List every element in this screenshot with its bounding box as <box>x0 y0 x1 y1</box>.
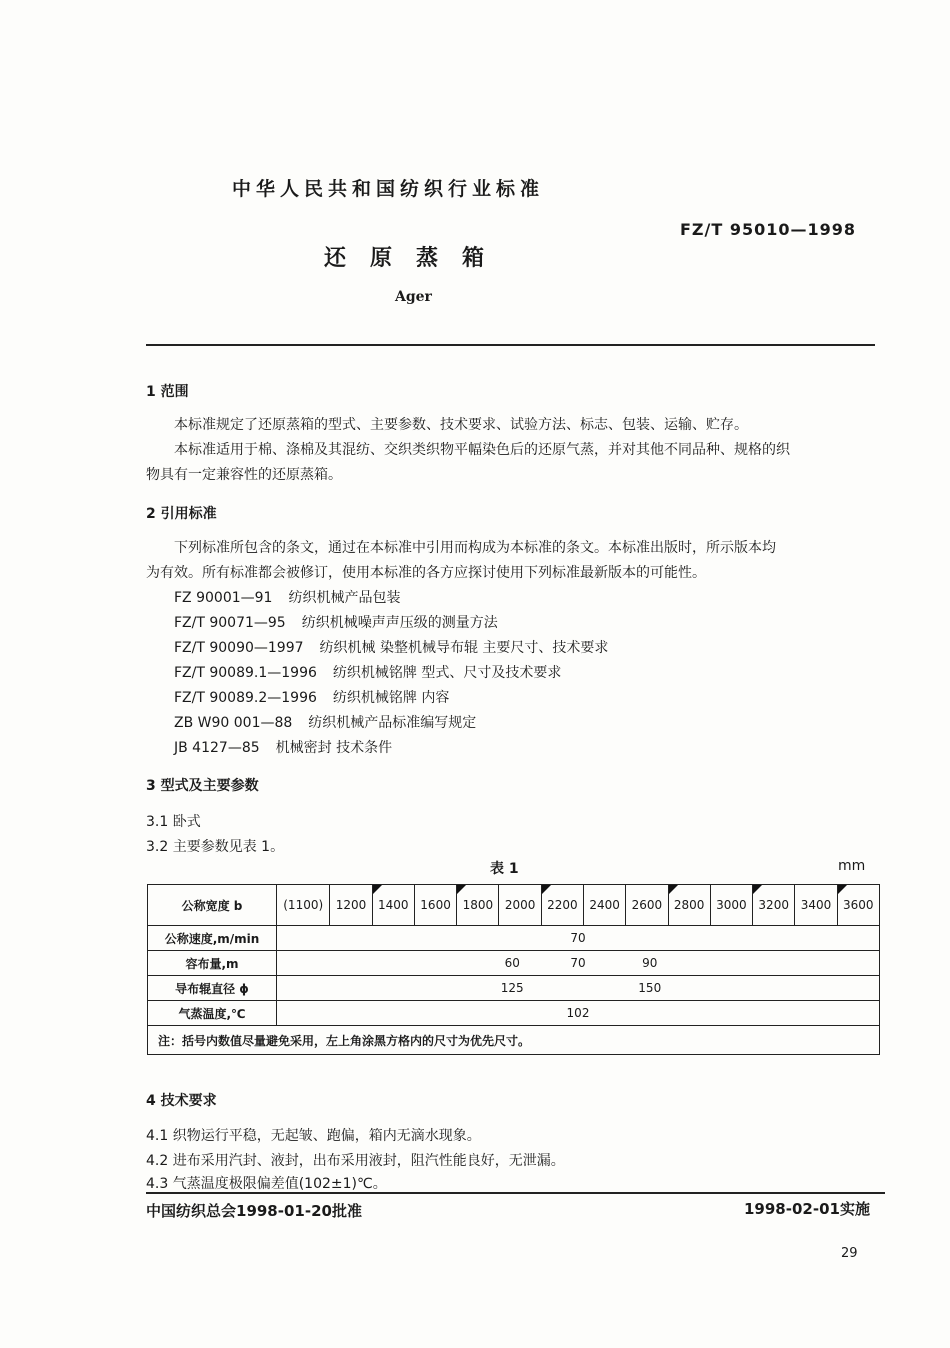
ref-name: 纺织机械铭牌 内容 <box>332 690 450 706</box>
width-cell: 3600 <box>837 885 879 926</box>
ref-item <box>174 687 449 707</box>
row-value <box>277 1001 880 1026</box>
width-cell: 2200 <box>541 885 583 926</box>
width-cell: 1200 <box>330 885 372 926</box>
section-2-heading: 2 引用标准 <box>146 506 217 522</box>
width-cell: 3400 <box>795 885 837 926</box>
row-label: 容布量,m <box>148 951 277 976</box>
width-cell: 1600 <box>414 885 456 926</box>
ref-item <box>174 737 392 757</box>
width-cell: (1100) <box>277 885 330 926</box>
width-cell: 2800 <box>668 885 710 926</box>
page-number: 29 <box>841 1246 858 1261</box>
parameter-table <box>147 884 880 1055</box>
standard-code: FZ/T 95010—1998 <box>680 220 857 239</box>
org-title: 中华人民共和国纺织行业标准 <box>232 178 545 200</box>
ref-code: ZB W90 001—88 <box>174 715 293 731</box>
table-unit: mm <box>838 858 866 874</box>
ref-code: FZ/T 90071—95 <box>174 615 286 631</box>
row-label: 公称速度,m/min <box>148 926 277 951</box>
ref-name: 机械密封 技术条件 <box>275 740 393 756</box>
table-row <box>148 1001 880 1026</box>
width-cell: 3000 <box>710 885 752 926</box>
table-row <box>148 951 880 976</box>
value-text: 60 <box>504 956 520 970</box>
row-value <box>277 951 880 976</box>
ref-name: 纺织机械 染整机械导布辊 主要尺寸、技术要求 <box>319 640 609 656</box>
approval-line: 中国纺织总会1998-01-20批准 <box>146 1202 362 1220</box>
row-value <box>277 976 880 1001</box>
section-2-para-a: 下列标准所包含的条文，通过在本标准中引用而构成为本标准的条文。本标准出版时，所示版本均 <box>174 540 776 556</box>
value-text: 90 <box>642 956 658 970</box>
section-1-heading: 1 范围 <box>146 384 189 400</box>
width-cell: 1400 <box>372 885 414 926</box>
ref-item <box>174 587 400 607</box>
ref-item <box>174 712 476 732</box>
section-3-heading: 3 型式及主要参数 <box>146 778 259 794</box>
ref-name: 纺织机械铭牌 型式、尺寸及技术要求 <box>332 665 562 681</box>
value-text: 125 <box>500 981 524 995</box>
effective-line: 1998-02-01实施 <box>744 1200 870 1218</box>
section-1-para-1: 本标准规定了还原蒸箱的型式、主要参数、技术要求、试验方法、标志、包装、运输、贮存。 <box>174 417 748 433</box>
ref-code: JB 4127—85 <box>174 740 260 756</box>
section-4-item-1: 4.1 织物运行平稳，无起皱、跑偏，箱内无滴水现象。 <box>146 1128 481 1144</box>
ref-item <box>174 637 608 657</box>
width-cell: 1800 <box>457 885 499 926</box>
width-cell: 2000 <box>499 885 541 926</box>
width-cell: 2600 <box>626 885 668 926</box>
value-text: 70 <box>570 956 586 970</box>
ref-name: 纺织机械产品标准编写规定 <box>308 715 477 731</box>
value-text: 70 <box>570 931 586 945</box>
width-cell: 3200 <box>753 885 795 926</box>
ref-item <box>174 612 498 632</box>
ref-code: FZ 90001—91 <box>174 590 273 606</box>
footer-rule <box>146 1192 885 1194</box>
table-note: 注：括号内数值尽量避免采用，左上角涂黑方格内的尺寸为优先尺寸。 <box>148 1026 880 1055</box>
ref-code: FZ/T 90089.1—1996 <box>174 665 317 681</box>
row-label: 气蒸温度,℃ <box>148 1001 277 1026</box>
section-4-heading: 4 技术要求 <box>146 1093 217 1109</box>
english-title: Ager <box>395 289 432 305</box>
section-2-para-b: 为有效。所有标准都会被修订，使用本标准的各方应探讨使用下列标准最新版本的可能性。 <box>146 565 706 581</box>
table-note-row <box>148 1026 880 1055</box>
row-label: 导布辊直径 ϕ <box>148 976 277 1001</box>
ref-item <box>174 662 561 682</box>
table-caption: 表 1 <box>490 861 519 877</box>
section-1-para-2a: 本标准适用于棉、涤棉及其混纺、交织类织物平幅染色后的还原气蒸，并对其他不同品种、规格的织 <box>174 442 790 458</box>
width-label-cell: 公称宽度 b <box>148 885 277 926</box>
ref-name: 纺织机械噪声声压级的测量方法 <box>301 615 498 631</box>
section-1-para-2b: 物具有一定兼容性的还原蒸箱。 <box>146 467 342 483</box>
ref-name: 纺织机械产品包装 <box>288 590 401 606</box>
section-3-item-1: 3.1 卧式 <box>146 814 201 830</box>
section-3-item-2: 3.2 主要参数见表 1。 <box>146 839 285 855</box>
table-header-row <box>148 885 880 926</box>
row-value <box>277 926 880 951</box>
value-text: 150 <box>638 981 662 995</box>
width-cell: 2400 <box>584 885 626 926</box>
section-4-item-3: 4.3 气蒸温度极限偏差值(102±1)℃。 <box>146 1176 387 1192</box>
header-rule <box>146 344 875 346</box>
ref-code: FZ/T 90090—1997 <box>174 640 304 656</box>
ref-code: FZ/T 90089.2—1996 <box>174 690 317 706</box>
value-text: 102 <box>566 1006 590 1020</box>
section-4-item-2: 4.2 进布采用汽封、液封，出布采用液封，阻汽性能良好，无泄漏。 <box>146 1153 565 1169</box>
document-title: 还原蒸箱 <box>324 246 509 271</box>
table-row <box>148 926 880 951</box>
table-row <box>148 976 880 1001</box>
